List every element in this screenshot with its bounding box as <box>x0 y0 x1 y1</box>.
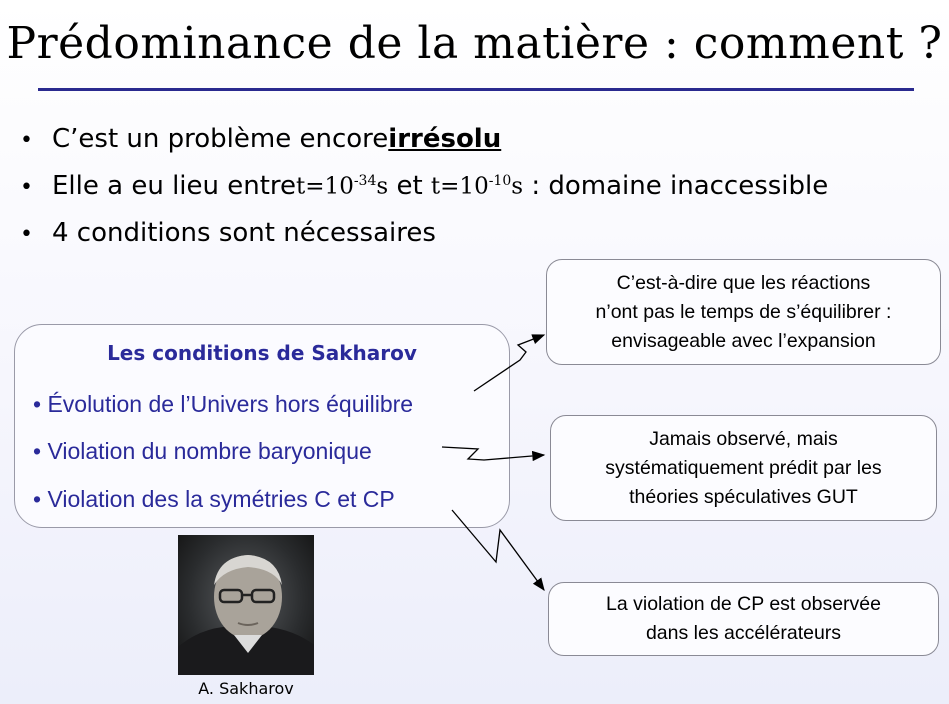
note-line: C’est-à-dire que les réactions <box>616 271 871 294</box>
time-end-unit: s <box>511 174 524 200</box>
time-start-exponent: -34 <box>353 173 377 190</box>
note-line: systématiquement prédit par les <box>605 456 882 479</box>
note-line: La violation de CP est observée <box>606 593 881 615</box>
condition-out-of-equilibrium: • Évolution de l’Univers hors équilibre <box>33 391 414 417</box>
bullet-text-end: : domaine inaccessible <box>523 171 829 201</box>
bullet-text: Elle a eu lieu entre <box>52 171 297 201</box>
time-start-unit: s <box>376 174 389 200</box>
bullet-emphasis: irrésolu <box>388 124 502 154</box>
note-line: envisageable avec l’expansion <box>611 329 876 352</box>
note-line: dans les accélérateurs <box>645 622 842 644</box>
arrow-to-note-baryon <box>442 447 544 460</box>
bullet-text-mid: et <box>388 171 431 201</box>
note-line: n’ont pas le temps de s’équilibrer : <box>595 300 892 323</box>
bullet-dot-icon: • <box>20 175 33 200</box>
slide-title: Prédominance de la matière : comment ? <box>6 18 943 69</box>
note-line: théories spéculatives GUT <box>629 485 858 508</box>
note-line: Jamais observé, mais <box>649 427 838 450</box>
bullet-dot-icon: • <box>20 128 33 153</box>
time-end-base: t=10 <box>430 174 489 200</box>
time-start-base: t=10 <box>296 174 354 200</box>
bullet-dot-icon: • <box>20 222 33 247</box>
arrow-to-note-cp <box>452 510 544 590</box>
condition-baryon-violation: • Violation du nombre baryonique <box>33 438 372 464</box>
sakharov-heading: Les conditions de Sakharov <box>107 341 417 365</box>
condition-c-cp-violation: • Violation des la symétries C et CP <box>33 486 395 512</box>
arrow-to-note-equilibrium <box>474 335 544 391</box>
bullet-text: C’est un problème encore <box>52 124 389 154</box>
portrait-caption: A. Sakharov <box>198 679 294 698</box>
time-end-exponent: -10 <box>488 173 512 190</box>
bullet-text: 4 conditions sont nécessaires <box>52 218 436 248</box>
